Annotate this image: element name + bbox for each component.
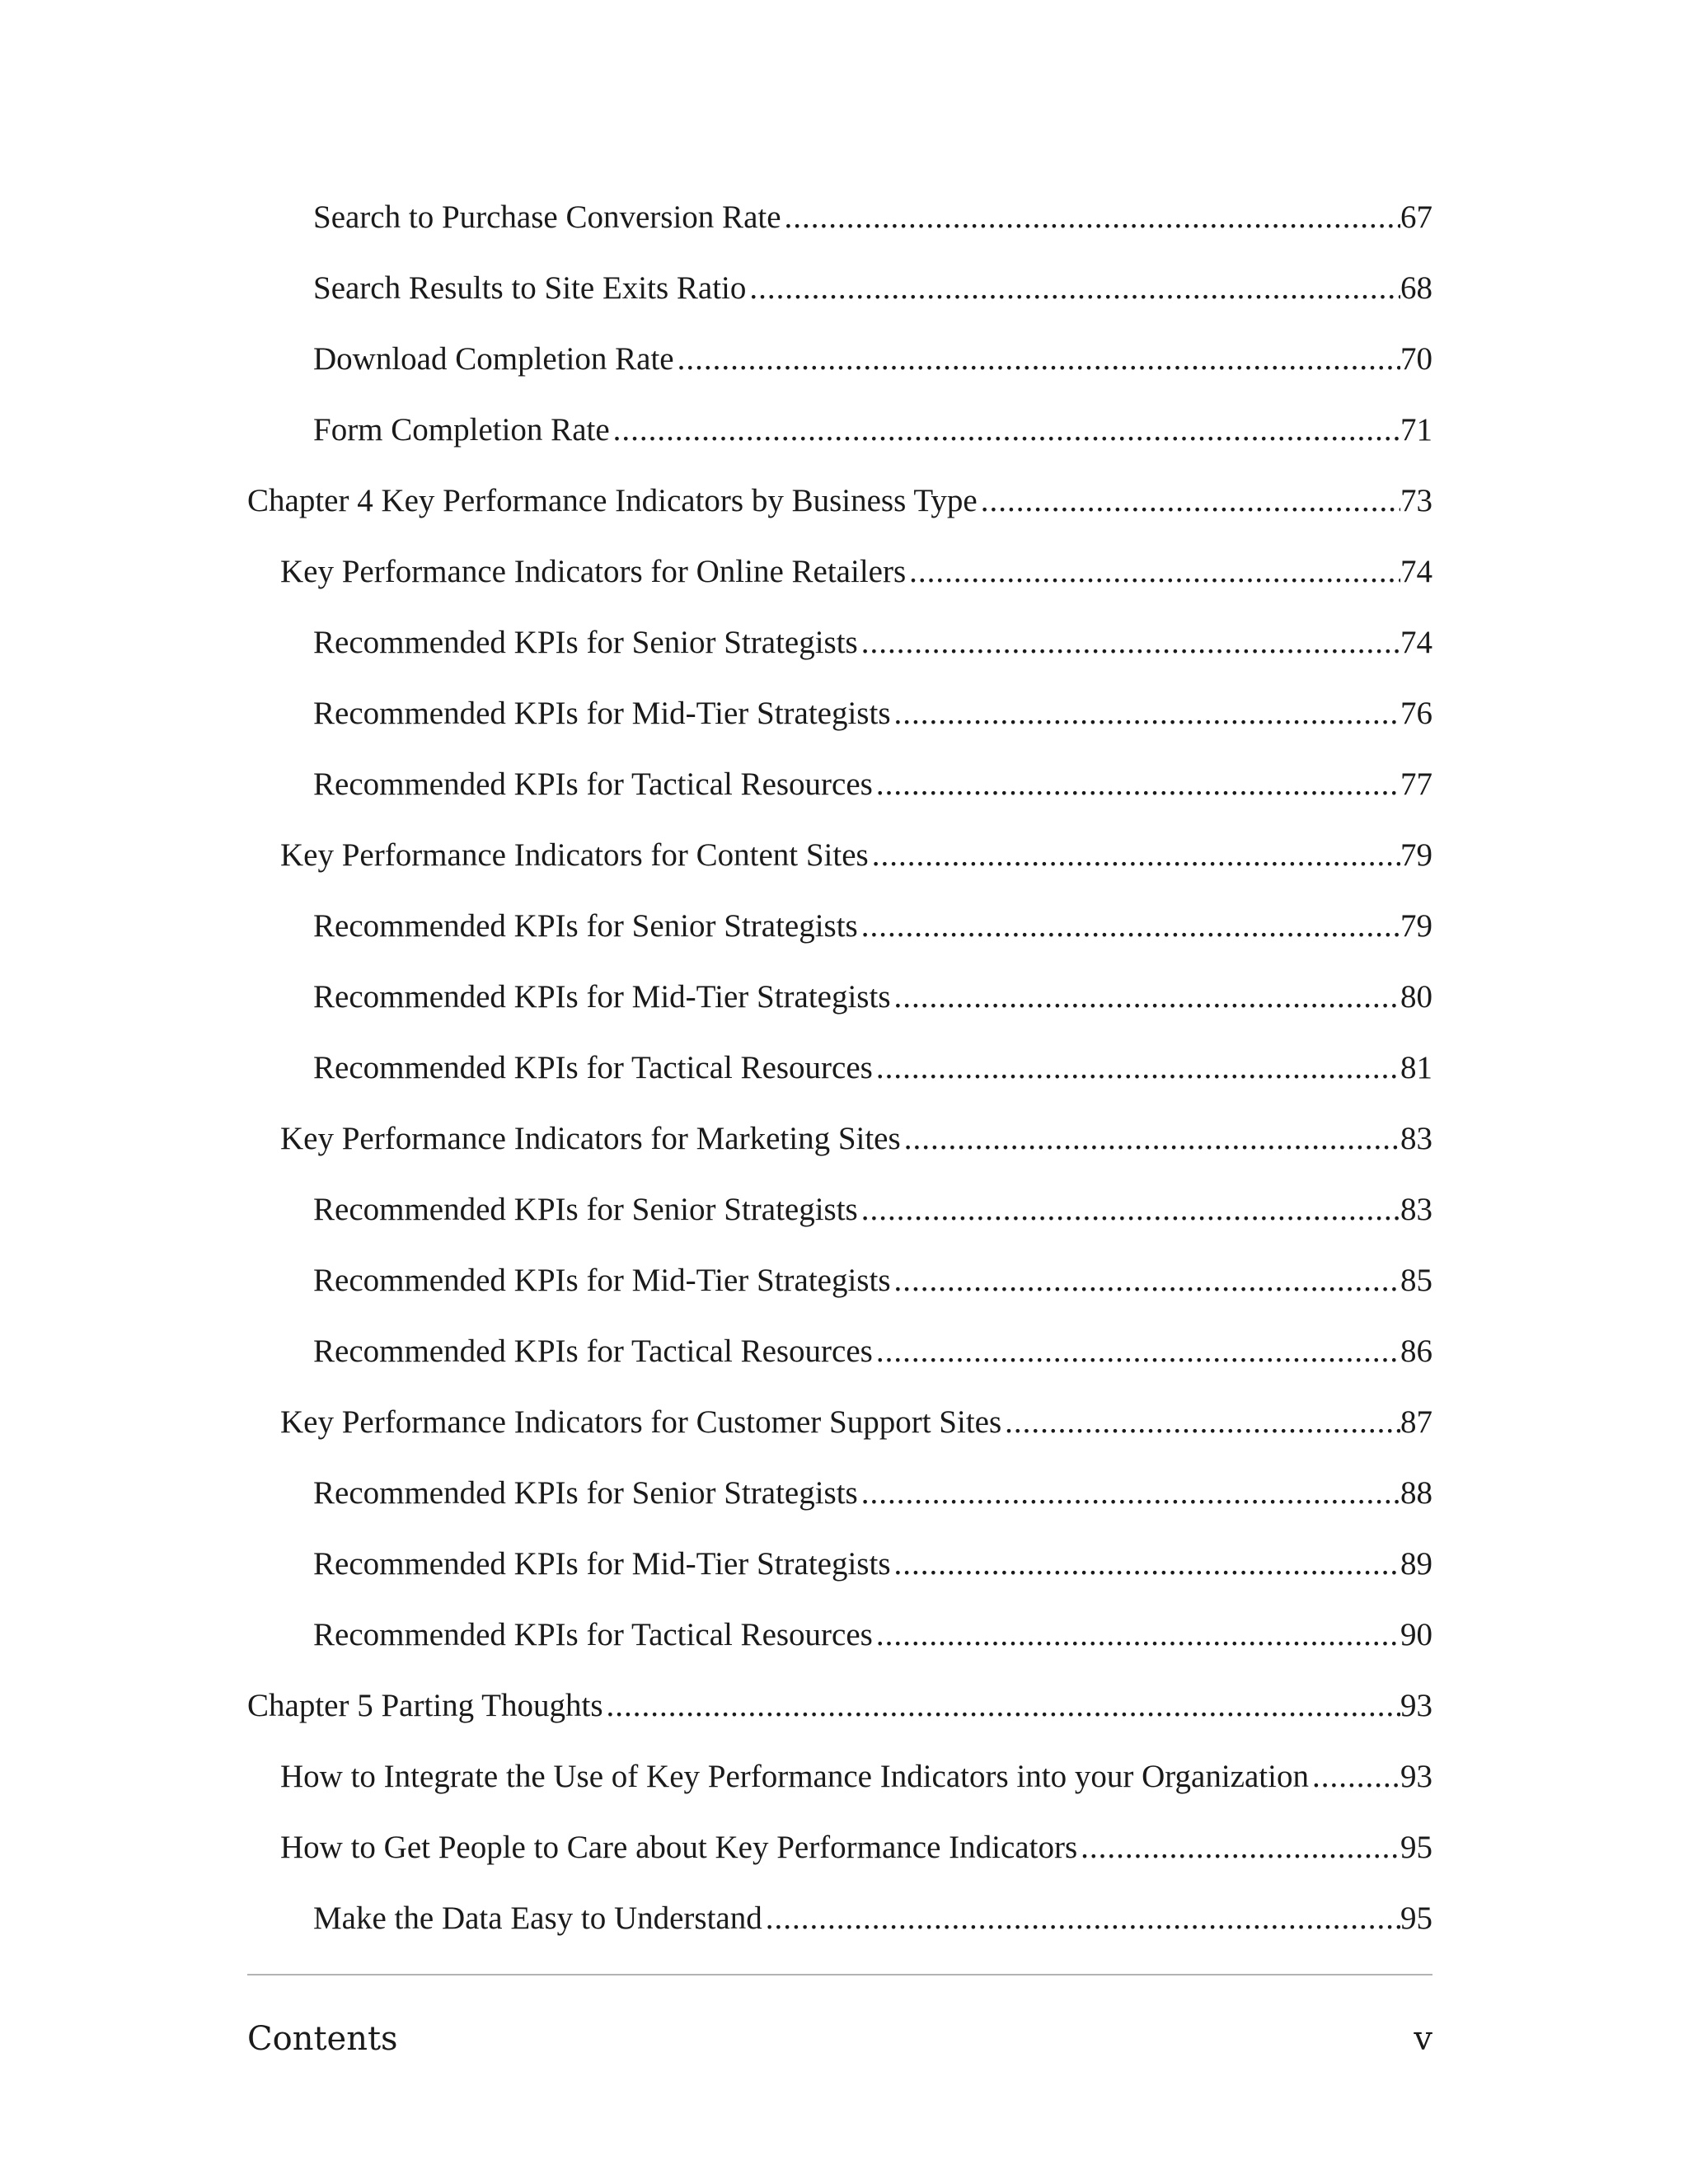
toc-dot-leader xyxy=(873,1610,1400,1660)
toc-dot-leader xyxy=(906,547,1400,597)
toc-dot-leader xyxy=(746,264,1400,313)
toc-section-entry[interactable] xyxy=(280,1398,1432,1447)
toc-page-number: 90 xyxy=(1400,1617,1432,1652)
toc-dot-leader xyxy=(978,476,1400,526)
toc-entry-title: Key Performance Indicators for Content Sites xyxy=(280,837,869,873)
toc-subsection-entry[interactable] xyxy=(313,1256,1432,1305)
footer-page-number: v xyxy=(1414,2020,1432,2058)
toc-page-number: 77 xyxy=(1400,766,1432,802)
toc-page-number: 89 xyxy=(1400,1546,1432,1582)
toc-entry-title: Form Completion Rate xyxy=(313,412,610,448)
toc-subsection-entry[interactable] xyxy=(313,1327,1432,1376)
toc-subsection-entry[interactable] xyxy=(313,1610,1432,1660)
toc-entry-title: Search to Purchase Conversion Rate xyxy=(313,199,781,235)
toc-dot-leader xyxy=(674,335,1400,384)
toc-page-number: 83 xyxy=(1400,1121,1432,1156)
toc-dot-leader xyxy=(858,902,1400,951)
toc-dot-leader xyxy=(891,1256,1401,1305)
toc-page-number: 68 xyxy=(1400,270,1432,306)
toc-entry-title: Recommended KPIs for Tactical Resources xyxy=(313,1333,873,1369)
toc-subsection-entry[interactable] xyxy=(313,1043,1432,1093)
toc-entry-title: How to Integrate the Use of Key Performance Indicators into your Organization xyxy=(280,1759,1309,1794)
toc-entry-title: Recommended KPIs for Mid-Tier Strategists xyxy=(313,696,891,731)
toc-subsection-entry[interactable] xyxy=(313,1540,1432,1589)
toc-subsection-entry[interactable] xyxy=(313,335,1432,384)
toc-dot-leader xyxy=(873,1043,1400,1093)
toc-entry-title: Chapter 4 Key Performance Indicators by Business Type xyxy=(247,483,978,518)
toc-entry-title: Search Results to Site Exits Ratio xyxy=(313,270,747,306)
toc-dot-leader xyxy=(858,1469,1400,1518)
toc-dot-leader xyxy=(1077,1823,1400,1872)
toc-entry-title: Recommended KPIs for Senior Strategists xyxy=(313,1192,858,1227)
toc-subsection-entry[interactable] xyxy=(313,760,1432,809)
toc-subsection-entry[interactable] xyxy=(313,618,1432,668)
toc-page-number: 87 xyxy=(1400,1404,1432,1440)
toc-entry-title: Make the Data Easy to Understand xyxy=(313,1900,762,1936)
toc-section-entry[interactable] xyxy=(280,1823,1432,1872)
toc-dot-leader xyxy=(891,972,1401,1022)
toc-page-number: 74 xyxy=(1400,554,1432,589)
toc-entry-title: Recommended KPIs for Tactical Resources xyxy=(313,1617,873,1652)
toc-dot-leader xyxy=(891,689,1401,738)
toc-entry-title: Recommended KPIs for Mid-Tier Strategists xyxy=(313,1546,891,1582)
toc-subsection-entry[interactable] xyxy=(313,193,1432,242)
toc-chapter-entry[interactable] xyxy=(247,1681,1432,1731)
toc-section-entry[interactable] xyxy=(280,1114,1432,1164)
toc-page-number: 81 xyxy=(1400,1050,1432,1085)
toc-page-number: 88 xyxy=(1400,1475,1432,1511)
toc-dot-leader xyxy=(858,618,1400,668)
toc-dot-leader xyxy=(858,1185,1400,1235)
toc-dot-leader xyxy=(781,193,1400,242)
toc-entry-title: Chapter 5 Parting Thoughts xyxy=(247,1688,603,1723)
toc-entry-title: Recommended KPIs for Mid-Tier Strategists xyxy=(313,1263,891,1298)
toc-page-number: 79 xyxy=(1400,908,1432,944)
toc-subsection-entry[interactable] xyxy=(313,1185,1432,1235)
toc-dot-leader xyxy=(610,405,1400,455)
toc-subsection-entry[interactable] xyxy=(313,972,1432,1022)
toc-entry-title: Key Performance Indicators for Marketing Sites xyxy=(280,1121,901,1156)
toc-page-number: 85 xyxy=(1400,1263,1432,1298)
toc-dot-leader xyxy=(891,1540,1401,1589)
toc-page-number: 76 xyxy=(1400,696,1432,731)
toc-page-number: 67 xyxy=(1400,199,1432,235)
toc-subsection-entry[interactable] xyxy=(313,264,1432,313)
toc-entry-title: Recommended KPIs for Senior Strategists xyxy=(313,625,858,660)
toc-page-number: 74 xyxy=(1400,625,1432,660)
footer-section-label: Contents xyxy=(247,2020,398,2058)
toc-subsection-entry[interactable] xyxy=(313,1894,1432,1943)
toc-entry-title: Recommended KPIs for Tactical Resources xyxy=(313,1050,873,1085)
toc-page-number: 71 xyxy=(1400,412,1432,448)
footer-divider xyxy=(247,1974,1432,1975)
toc-dot-leader xyxy=(901,1114,1400,1164)
toc-page-number: 70 xyxy=(1400,341,1432,377)
toc-dot-leader xyxy=(603,1681,1401,1731)
toc-page-number: 80 xyxy=(1400,979,1432,1015)
toc-chapter-entry[interactable] xyxy=(247,476,1432,526)
toc-entry-title: Key Performance Indicators for Customer Support Sites xyxy=(280,1404,1002,1440)
toc-page-number: 86 xyxy=(1400,1333,1432,1369)
toc-page-number: 93 xyxy=(1400,1759,1432,1794)
toc-entry-title: Recommended KPIs for Tactical Resources xyxy=(313,766,873,802)
toc-subsection-entry[interactable] xyxy=(313,689,1432,738)
toc-dot-leader xyxy=(762,1894,1400,1943)
toc-page-number: 95 xyxy=(1400,1830,1432,1865)
toc-entry-title: How to Get People to Care about Key Performance Indicators xyxy=(280,1830,1078,1865)
toc-dot-leader xyxy=(1309,1752,1400,1802)
toc-section-entry[interactable] xyxy=(280,831,1432,880)
toc-entry-title: Key Performance Indicators for Online Retailers xyxy=(280,554,907,589)
toc-subsection-entry[interactable] xyxy=(313,405,1432,455)
toc-page-number: 83 xyxy=(1400,1192,1432,1227)
toc-dot-leader xyxy=(873,1327,1400,1376)
toc-entry-title: Download Completion Rate xyxy=(313,341,674,377)
toc-section-entry[interactable] xyxy=(280,547,1432,597)
toc-page-number: 79 xyxy=(1400,837,1432,873)
toc-page-number: 73 xyxy=(1400,483,1432,518)
toc-section-entry[interactable] xyxy=(280,1752,1432,1802)
toc-dot-leader xyxy=(1001,1398,1400,1447)
toc-entry-title: Recommended KPIs for Senior Strategists xyxy=(313,1475,858,1511)
toc-page-number: 93 xyxy=(1400,1688,1432,1723)
toc-dot-leader xyxy=(873,760,1400,809)
toc-entry-title: Recommended KPIs for Senior Strategists xyxy=(313,908,858,944)
toc-page-number: 95 xyxy=(1400,1900,1432,1936)
toc-entry-title: Recommended KPIs for Mid-Tier Strategists xyxy=(313,979,891,1015)
toc-subsection-entry[interactable] xyxy=(313,902,1432,951)
toc-subsection-entry[interactable] xyxy=(313,1469,1432,1518)
toc-dot-leader xyxy=(869,831,1400,880)
